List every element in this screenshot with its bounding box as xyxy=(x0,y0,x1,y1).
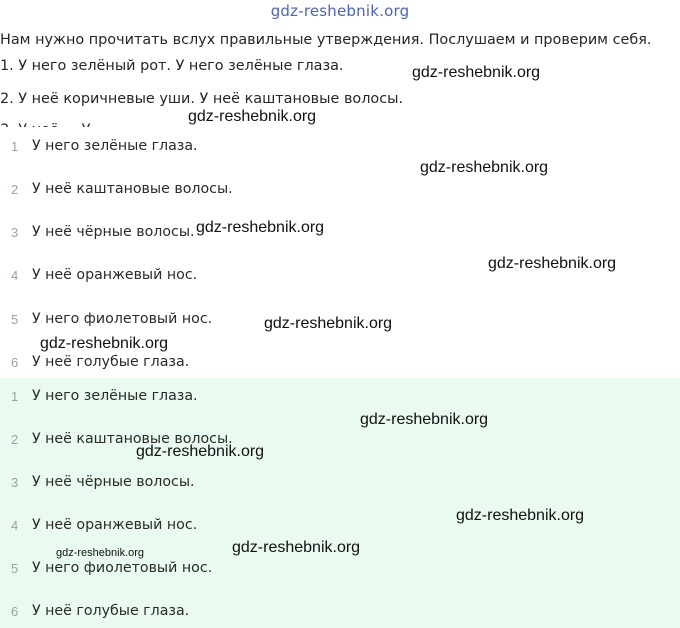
watermark: gdz-reshebnik.org xyxy=(56,547,145,559)
item-text: У неё каштановые волосы. xyxy=(32,431,233,447)
item-number: 6 xyxy=(11,354,19,370)
task-statement-1: 1. У него зелёный рот. У него зелёные глаза. xyxy=(0,58,344,74)
item-number: 3 xyxy=(11,224,19,240)
list-item xyxy=(0,424,680,454)
watermark: gdz-reshebnik.org xyxy=(360,411,489,428)
item-number: 1 xyxy=(11,388,19,404)
item-number: 4 xyxy=(11,267,19,283)
item-text: У него зелёные глаза. xyxy=(32,138,198,154)
task-statement-3 xyxy=(0,118,680,127)
list-item xyxy=(0,174,680,204)
item-number: 1 xyxy=(11,138,19,154)
watermark: gdz-reshebnik.org xyxy=(196,219,325,236)
correct-answers-list xyxy=(0,378,680,628)
item-number: 4 xyxy=(11,517,19,533)
list-item xyxy=(0,381,680,411)
site-logo[interactable]: gdz-reshebnik.org xyxy=(270,2,410,20)
watermark: gdz-reshebnik.org xyxy=(264,315,393,332)
item-number: 2 xyxy=(11,431,19,447)
watermark: gdz-reshebnik.org xyxy=(420,159,549,176)
list-item xyxy=(0,217,680,247)
watermark: gdz-reshebnik.org xyxy=(412,64,541,81)
item-text: У неё каштановые волосы. xyxy=(32,181,233,197)
item-number: 6 xyxy=(11,603,19,619)
item-number: 5 xyxy=(11,560,19,576)
list-item xyxy=(0,467,680,497)
list-item xyxy=(0,131,680,161)
task-statement-2: 2. У неё коричневые уши. У неё каштановые волосы. xyxy=(0,91,404,107)
item-number: 5 xyxy=(11,311,19,327)
item-text: У него фиолетовый нос. xyxy=(32,560,213,576)
watermark: gdz-reshebnik.org xyxy=(232,539,361,556)
watermark: gdz-reshebnik.org xyxy=(40,335,169,352)
item-number: 2 xyxy=(11,181,19,197)
watermark: gdz-reshebnik.org xyxy=(188,108,317,125)
task-intro: Нам нужно прочитать вслух правильные утверждения. Послушаем и проверим себя. xyxy=(0,32,652,48)
item-text: У неё голубые глаза. xyxy=(32,603,190,619)
watermark: gdz-reshebnik.org xyxy=(488,255,617,272)
item-text: У него фиолетовый нос. xyxy=(32,311,213,327)
item-text: У неё голубые глаза. xyxy=(32,354,190,370)
item-text: У него зелёные глаза. xyxy=(32,388,198,404)
item-text: У неё оранжевый нос. xyxy=(32,517,198,533)
item-number: 3 xyxy=(11,474,19,490)
item-text: У неё чёрные волосы. xyxy=(32,224,195,240)
watermark: gdz-reshebnik.org xyxy=(456,507,585,524)
list-item xyxy=(0,596,680,626)
item-text: У неё чёрные волосы. xyxy=(32,474,195,490)
item-text: У неё оранжевый нос. xyxy=(32,267,198,283)
watermark: gdz-reshebnik.org xyxy=(136,443,265,460)
